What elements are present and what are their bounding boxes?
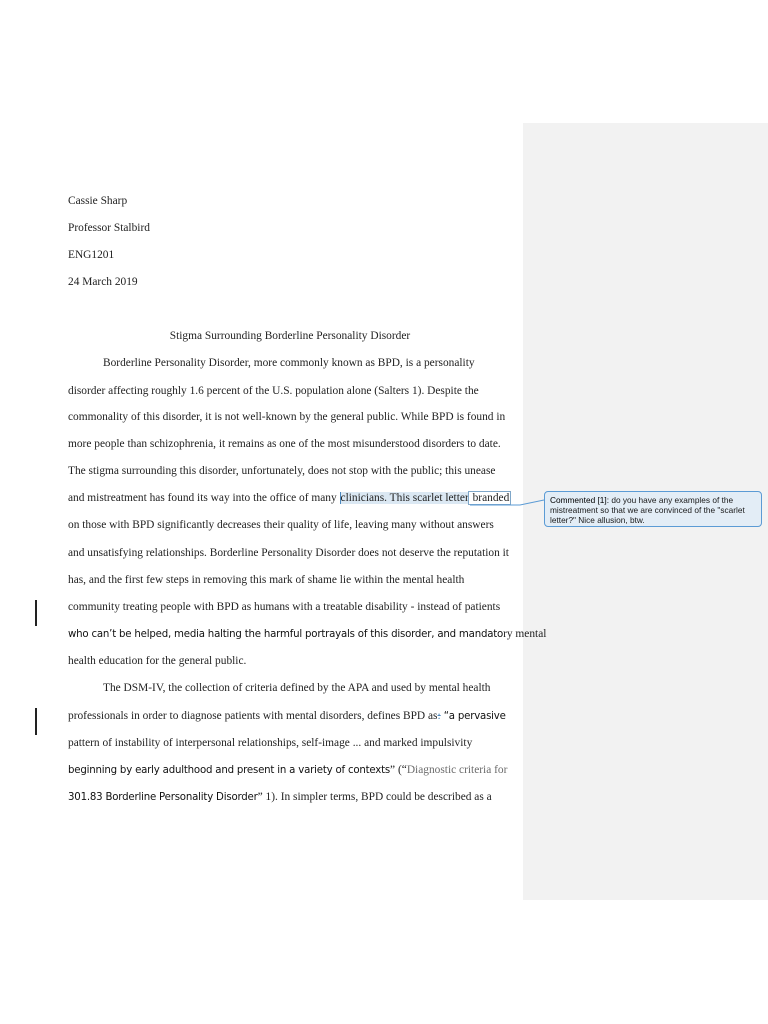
paragraph-1-line-6 [68,491,510,505]
paragraph-2-line-2 [68,709,506,724]
paragraph-1-line-7: on those with BPD significantly decreases their quality of life, leaving many without answers [68,519,494,531]
paragraph-1-line-8: and unsatisfying relationships. Borderline Personality Disorder does not deserve the reputation it [68,547,509,559]
comment-label: Commented [1]: [550,495,610,505]
paragraph-1-line-5: The stigma surrounding this disorder, unfortunately, does not stop with the public; this unease [68,465,496,477]
line-5-rest: ” 1). In simpler terms, BPD could be described as a [257,791,492,803]
paragraph-2-line-5 [68,790,492,805]
paragraph-2-line-4 [68,763,507,778]
tracked-deletion: : [437,710,441,722]
change-bar [35,600,37,626]
course-code: ENG1201 [68,249,115,261]
change-bar [35,708,37,735]
tracked-insertion-text: who can’t be helped, media halting the harmful portrayals of this disorder, and mandato [68,629,504,640]
author-name: Cassie Sharp [68,195,128,207]
paragraph-1-line-1: Borderline Personality Disorder, more commonly known as BPD, is a personality [103,357,475,369]
document-date: 24 March 2019 [68,276,138,288]
document-title: Stigma Surrounding Borderline Personality Disorder [169,330,411,342]
tracked-insertion-quote-start: “a pervasive [440,711,506,722]
line-2-text: professionals in order to diagnose patients with mental disorders, defines BPD as [68,710,438,722]
paragraph-2-line-3: pattern of instability of interpersonal relationships, self-image ... and marked impulsivity [68,737,473,749]
tracked-insertion-citation: 301.83 Borderline Personality Disorder [68,792,258,803]
paragraph-1-line-2: disorder affecting roughly 1.6 percent of the U.S. population alone (Salters 1). Despite the [68,385,479,397]
paragraph-1-line-4: more people than schizophrenia, it remains as one of the most misunderstood disorders to date. [68,438,501,450]
paragraph-1-line-9: has, and the first few steps in removing this mark of shame lie within the mental health [68,574,465,586]
tracked-insertion-quote-end: beginning by early adulthood and present in a variety of contexts [68,765,391,776]
line-11-rest: ry mental [503,628,547,640]
paragraph-1-line-3: commonality of this disorder, it is not well-known by the general public. While BPD is found in [68,411,506,423]
paragraph-1-line-11 [68,627,546,642]
line-6-text: and mistreatment has found its way into the office of many [68,492,340,504]
comment-anchor-word[interactable]: branded [469,492,510,504]
citation-source: Diagnostic criteria for [406,764,508,776]
paragraph-1-line-10: community treating people with BPD as humans with a treatable disability - instead of patients [68,601,501,613]
comment-text: do you have any examples of the mistreatment so that we are convinced of the "scarlet letter?" Nice allusion, btw. [550,495,745,525]
paragraph-1-line-12: health education for the general public. [68,655,247,667]
comment-balloon[interactable] [544,491,762,527]
quote-close: ” (“ [390,764,407,776]
paragraph-2-line-1: The DSM-IV, the collection of criteria defined by the APA and used by mental health [103,682,491,694]
commented-text-highlight[interactable]: clinicians. This scarlet letter [340,492,469,504]
professor-name: Professor Stalbird [68,222,150,234]
